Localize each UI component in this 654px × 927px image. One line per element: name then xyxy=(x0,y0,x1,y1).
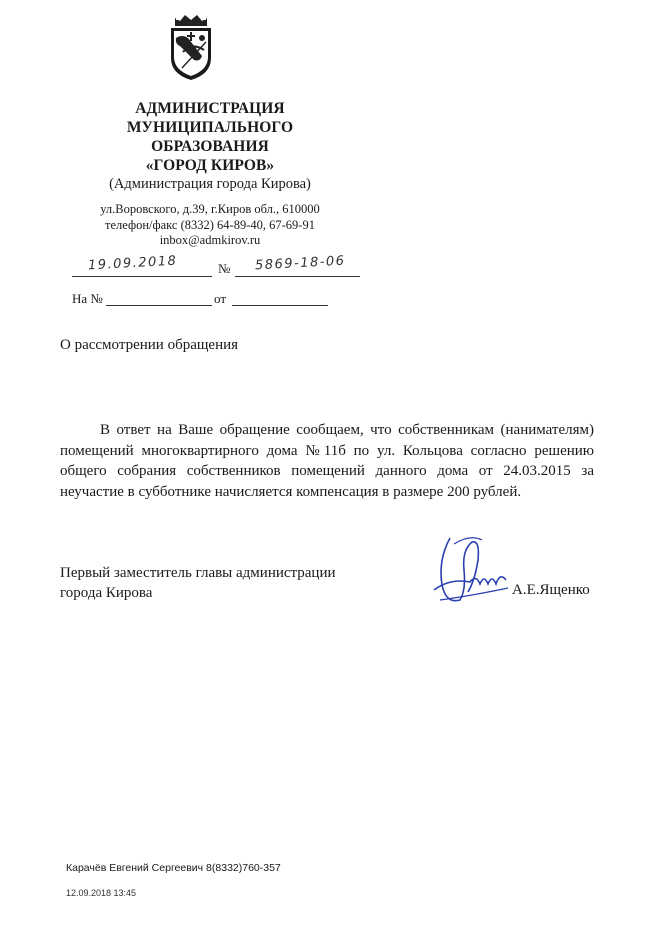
org-name-line3: ОБРАЗОВАНИЯ xyxy=(151,138,269,155)
signatory-title-line1: Первый заместитель главы администрации xyxy=(60,565,336,581)
handwritten-signature xyxy=(420,530,520,610)
org-name-line1: АДМИНИСТРАЦИЯ xyxy=(135,100,285,117)
org-name-line4: «ГОРОД КИРОВ» xyxy=(145,157,275,174)
org-name-line2: МУНИЦИПАЛЬНОГО xyxy=(126,119,294,136)
print-timestamp: 12.09.2018 13:45 xyxy=(66,888,137,898)
signatory-title-line2: города Кирова xyxy=(60,585,153,601)
body-paragraph: В ответ на Ваше обращение сообщаем, что собственникам (нанимателям) помещений многоквартирного дома №11б по ул. Кольцова согласно решению общего собрания собственников помещений данного дома от 24.03.2015 за неучастие в субботнике начисляется компенсация в размере 200 рублей. xyxy=(60,422,594,500)
organization-contacts xyxy=(60,202,360,249)
number-underline xyxy=(235,276,360,277)
registration-date: 19.09.2018 xyxy=(87,253,178,274)
org-phone: телефон/факс (8332) 64-89-40, 67-69-91 xyxy=(105,217,315,232)
signatory-title xyxy=(60,563,336,603)
executor-info: Карачёв Евгений Сергеевич 8(8332)760-357 xyxy=(66,862,281,874)
org-subtitle: (Администрация города Кирова) xyxy=(109,176,311,192)
organization-header xyxy=(60,99,360,194)
reference-date-underline xyxy=(232,305,328,306)
registration-number: 5869-18-06 xyxy=(254,253,346,274)
reference-label: На № xyxy=(72,291,103,306)
org-address: ул.Воровского, д.39, г.Киров обл., 610000 xyxy=(100,202,320,216)
number-label: № xyxy=(218,261,231,276)
letter-body xyxy=(60,420,594,502)
reference-number-underline xyxy=(106,305,212,306)
letter-subject: О рассмотрении обращения xyxy=(60,337,239,353)
city-coat-of-arms-icon xyxy=(166,12,216,82)
signatory-name: А.Е.Ященко xyxy=(512,582,590,598)
reference-from-label: от xyxy=(214,291,227,306)
org-email: inbox@admkirov.ru xyxy=(159,233,261,247)
date-underline xyxy=(72,276,212,277)
